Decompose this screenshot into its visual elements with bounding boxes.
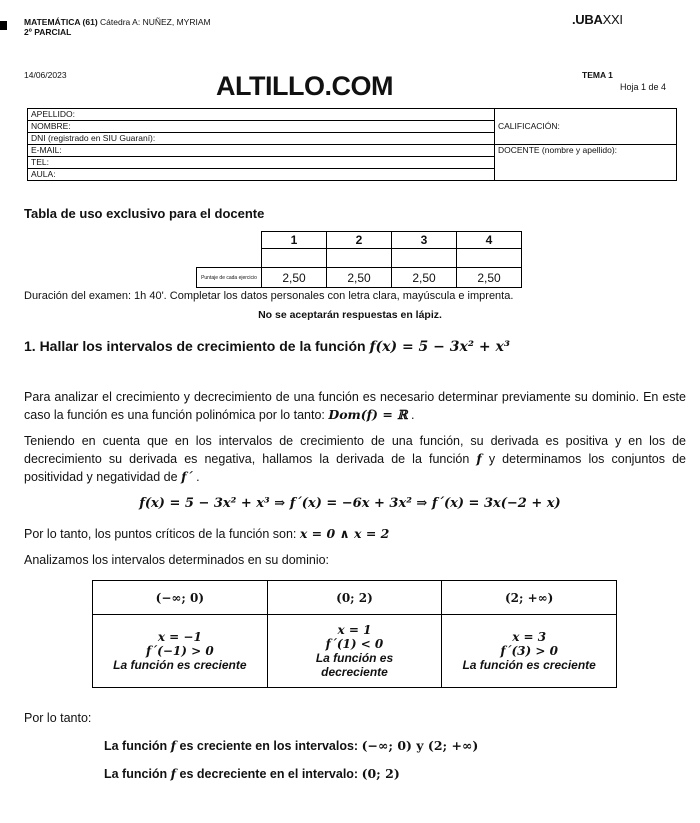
column-header: 4 xyxy=(457,232,522,249)
scores-table xyxy=(196,231,522,288)
docente-field: DOCENTE (nombre y apellido): xyxy=(495,145,677,181)
interval-cell: x = 1 f´(1) < 0 La función es decreciente xyxy=(267,615,442,688)
critical-points: Por lo tanto, los puntos críticos de la función son: x = 0 ∧ x = 2 xyxy=(24,526,390,541)
no-pencil-notice: No se aceptarán respuestas en lápiz. xyxy=(258,309,442,321)
intervals-table xyxy=(92,580,617,688)
grade-cell xyxy=(327,249,392,268)
page-indicator: Hoja 1 de 4 xyxy=(620,82,667,92)
question-1: 1. Hallar los intervalos de crecimiento de la función f(x) = 5 − 3x² + x³ xyxy=(24,338,510,355)
paragraph-derivative: Teniendo en cuenta que en los intervalos de crecimiento de una función, su derivada es positiva y en los de decrecimiento su derivada es negativa, hallamos la derivada de la función f y determinamos los conjuntos de positividad y negatividad de f´ . xyxy=(24,434,686,484)
interval-header: (0; 2) xyxy=(267,581,442,615)
score-row-label: Puntaje de cada ejercicio xyxy=(197,268,262,288)
dni-field: DNI (registrado en SIU Guaraní): xyxy=(28,133,495,145)
nombre-field: NOMBRE: xyxy=(28,121,495,133)
paragraph-domain: Para analizar el crecimiento y decrecimiento de una función es necesario determinar previamente su dominio. En este caso la función es una función polinómica por lo tanto: Dom(f) = ℝ . xyxy=(24,390,686,422)
interval-cell: x = −1 f´(−1) > 0 La función es creciente xyxy=(93,615,268,688)
catedra: Cátedra A: NUÑEZ, MYRIAM xyxy=(100,17,211,27)
function-expression: f(x) = 5 − 3x² + x³ xyxy=(369,339,510,355)
therefore-text: Por lo tanto: xyxy=(24,711,92,725)
calificacion-field: CALIFICACIÓN: xyxy=(495,109,677,145)
student-info-table xyxy=(27,108,677,181)
domain-expression: Dom(f) = ℝ xyxy=(328,407,408,422)
score-cell: 2,50 xyxy=(457,268,522,288)
tel-field: TEL: xyxy=(28,157,495,169)
analyze-text: Analizamos los intervalos determinados en su dominio: xyxy=(24,553,330,567)
conclusion-increasing: La función f es creciente en los intervalos: (−∞; 0) y (2; +∞) xyxy=(104,738,479,753)
teacher-table-title: Tabla de uso exclusivo para el docente xyxy=(24,206,265,221)
uba-logo: .UBAXXI xyxy=(572,12,623,27)
column-header: 3 xyxy=(392,232,457,249)
site-logo: ALTILLO.COM xyxy=(216,71,393,101)
apellido-field: APELLIDO: xyxy=(28,109,495,121)
aula-field: AULA: xyxy=(28,169,495,181)
tema-label: TEMA 1 xyxy=(582,70,613,80)
interval-header: (−∞; 0) xyxy=(93,581,268,615)
score-cell: 2,50 xyxy=(392,268,457,288)
score-cell: 2,50 xyxy=(262,268,327,288)
grade-cell xyxy=(457,249,522,268)
grade-cell xyxy=(262,249,327,268)
grade-cell xyxy=(392,249,457,268)
conclusion-decreasing: La función f es decreciente en el intervalo: (0; 2) xyxy=(104,766,400,781)
column-header: 2 xyxy=(327,232,392,249)
duration-text: Duración del examen: 1h 40'. Completar los datos personales con letra clara, mayúscula e imprenta. xyxy=(24,290,514,302)
score-cell: 2,50 xyxy=(327,268,392,288)
email-field: E-MAIL: xyxy=(28,145,495,157)
course-header xyxy=(24,17,211,37)
column-header: 1 xyxy=(262,232,327,249)
bullet-square-icon xyxy=(0,21,7,30)
exam-name: 2º PARCIAL xyxy=(24,27,72,37)
interval-cell: x = 3 f´(3) > 0 La función es creciente xyxy=(442,615,617,688)
course-name: MATEMÁTICA (61) xyxy=(24,17,98,27)
exam-date: 14/06/2023 xyxy=(24,70,67,80)
derivative-equation: f(x) = 5 − 3x² + x³ ⇒ f´(x) = −6x + 3x² ⇒ f´(x) = 3x(−2 + x) xyxy=(139,496,561,511)
interval-header: (2; +∞) xyxy=(442,581,617,615)
